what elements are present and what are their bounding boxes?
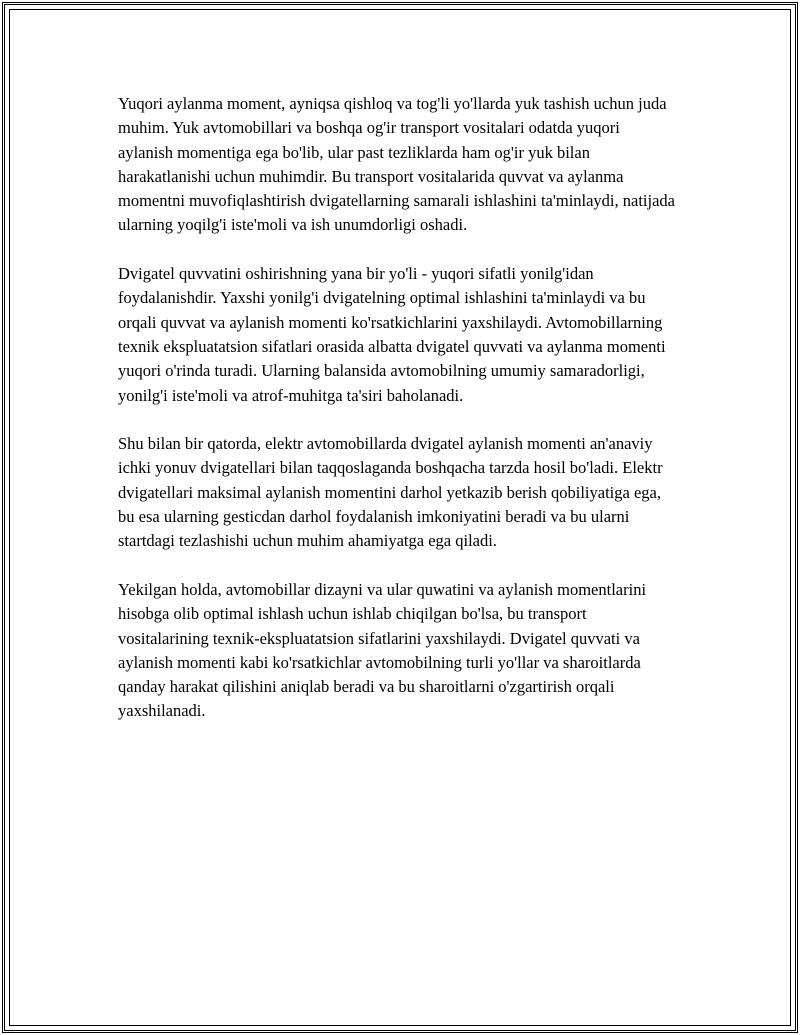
paragraph-4: Yekilgan holda, avtomobillar dizayni va ular quwatini va aylanish momentlarini hisobga olib optimal ishlash uchun ishlab chiqilgan bo'lsa, bu transport vositalarining texnik-ekspluatatsion sifatlarini yaxshilaydi. Dvigatel quvvati va aylanish momenti kabi ko'rsatkichlar avtomobilning turli yo'llar va sharoitlarda qanday harakat qilishini aniqlab beradi va bu sharoitlarni o'zgartirish orqali yaxshilanadi.: [118, 579, 647, 721]
paragraph-1: Yuqori aylanma moment, ayniqsa qishloq va tog'li yo'llarda yuk tashish uchun juda muhim. Yuk avtomobillari va boshqa og'ir transport vositalari odatda yuqori aylanish momentiga ega bo'lib, ular past tezliklarda ham og'ir yuk bilan harakatlanishi uchun muhimdir. Bu transport vositalarida quvvat va aylanma momentni muvofiqlashtirish dvigatellarning samarali ishlashini ta'minlaydi, natijada ularning yoqilg'i iste'moli va ish unumdorligi oshadi.: [118, 94, 675, 235]
paragraph-3: Shu bilan bir qatorda, elektr avtomobillarda dvigatel aylanish momenti an'anaviy ichki yonuv dvigatellari bilan taqqoslaganda boshqacha tarzda hosil bo'ladi. Elektr dvigatellari maksimal aylanish momentini darhol yetkazib berish qobiliyatiga ega, bu esa ularning gesticdan darhol foydalanish imkoniyatini beradi va bu ularni startdagi tezlashishi uchun muhim ahamiyatga ega qiladi.: [118, 434, 663, 551]
paragraph-2: Dvigatel quvvatini oshirishning yana bir yo'li - yuqori sifatli yonilg'idan foydalanishdir. Yaxshi yonilg'i dvigatelning optimal ishlashini ta'minlaydi va bu orqali quvvat va aylanish momenti ko'rsatkichlarini yaxshilaydi. Avtomobillarning texnik ekspluatatsion sifatlari orasida albatta dvigatel quvvati va aylanma momenti yuqori o'rinda turadi. Ularning balansida avtomobilning umumiy samaradorligi, yonilg'i iste'moli va atrof-muhitga ta'siri baholanadi.: [118, 264, 666, 405]
document-body: [118, 92, 678, 748]
